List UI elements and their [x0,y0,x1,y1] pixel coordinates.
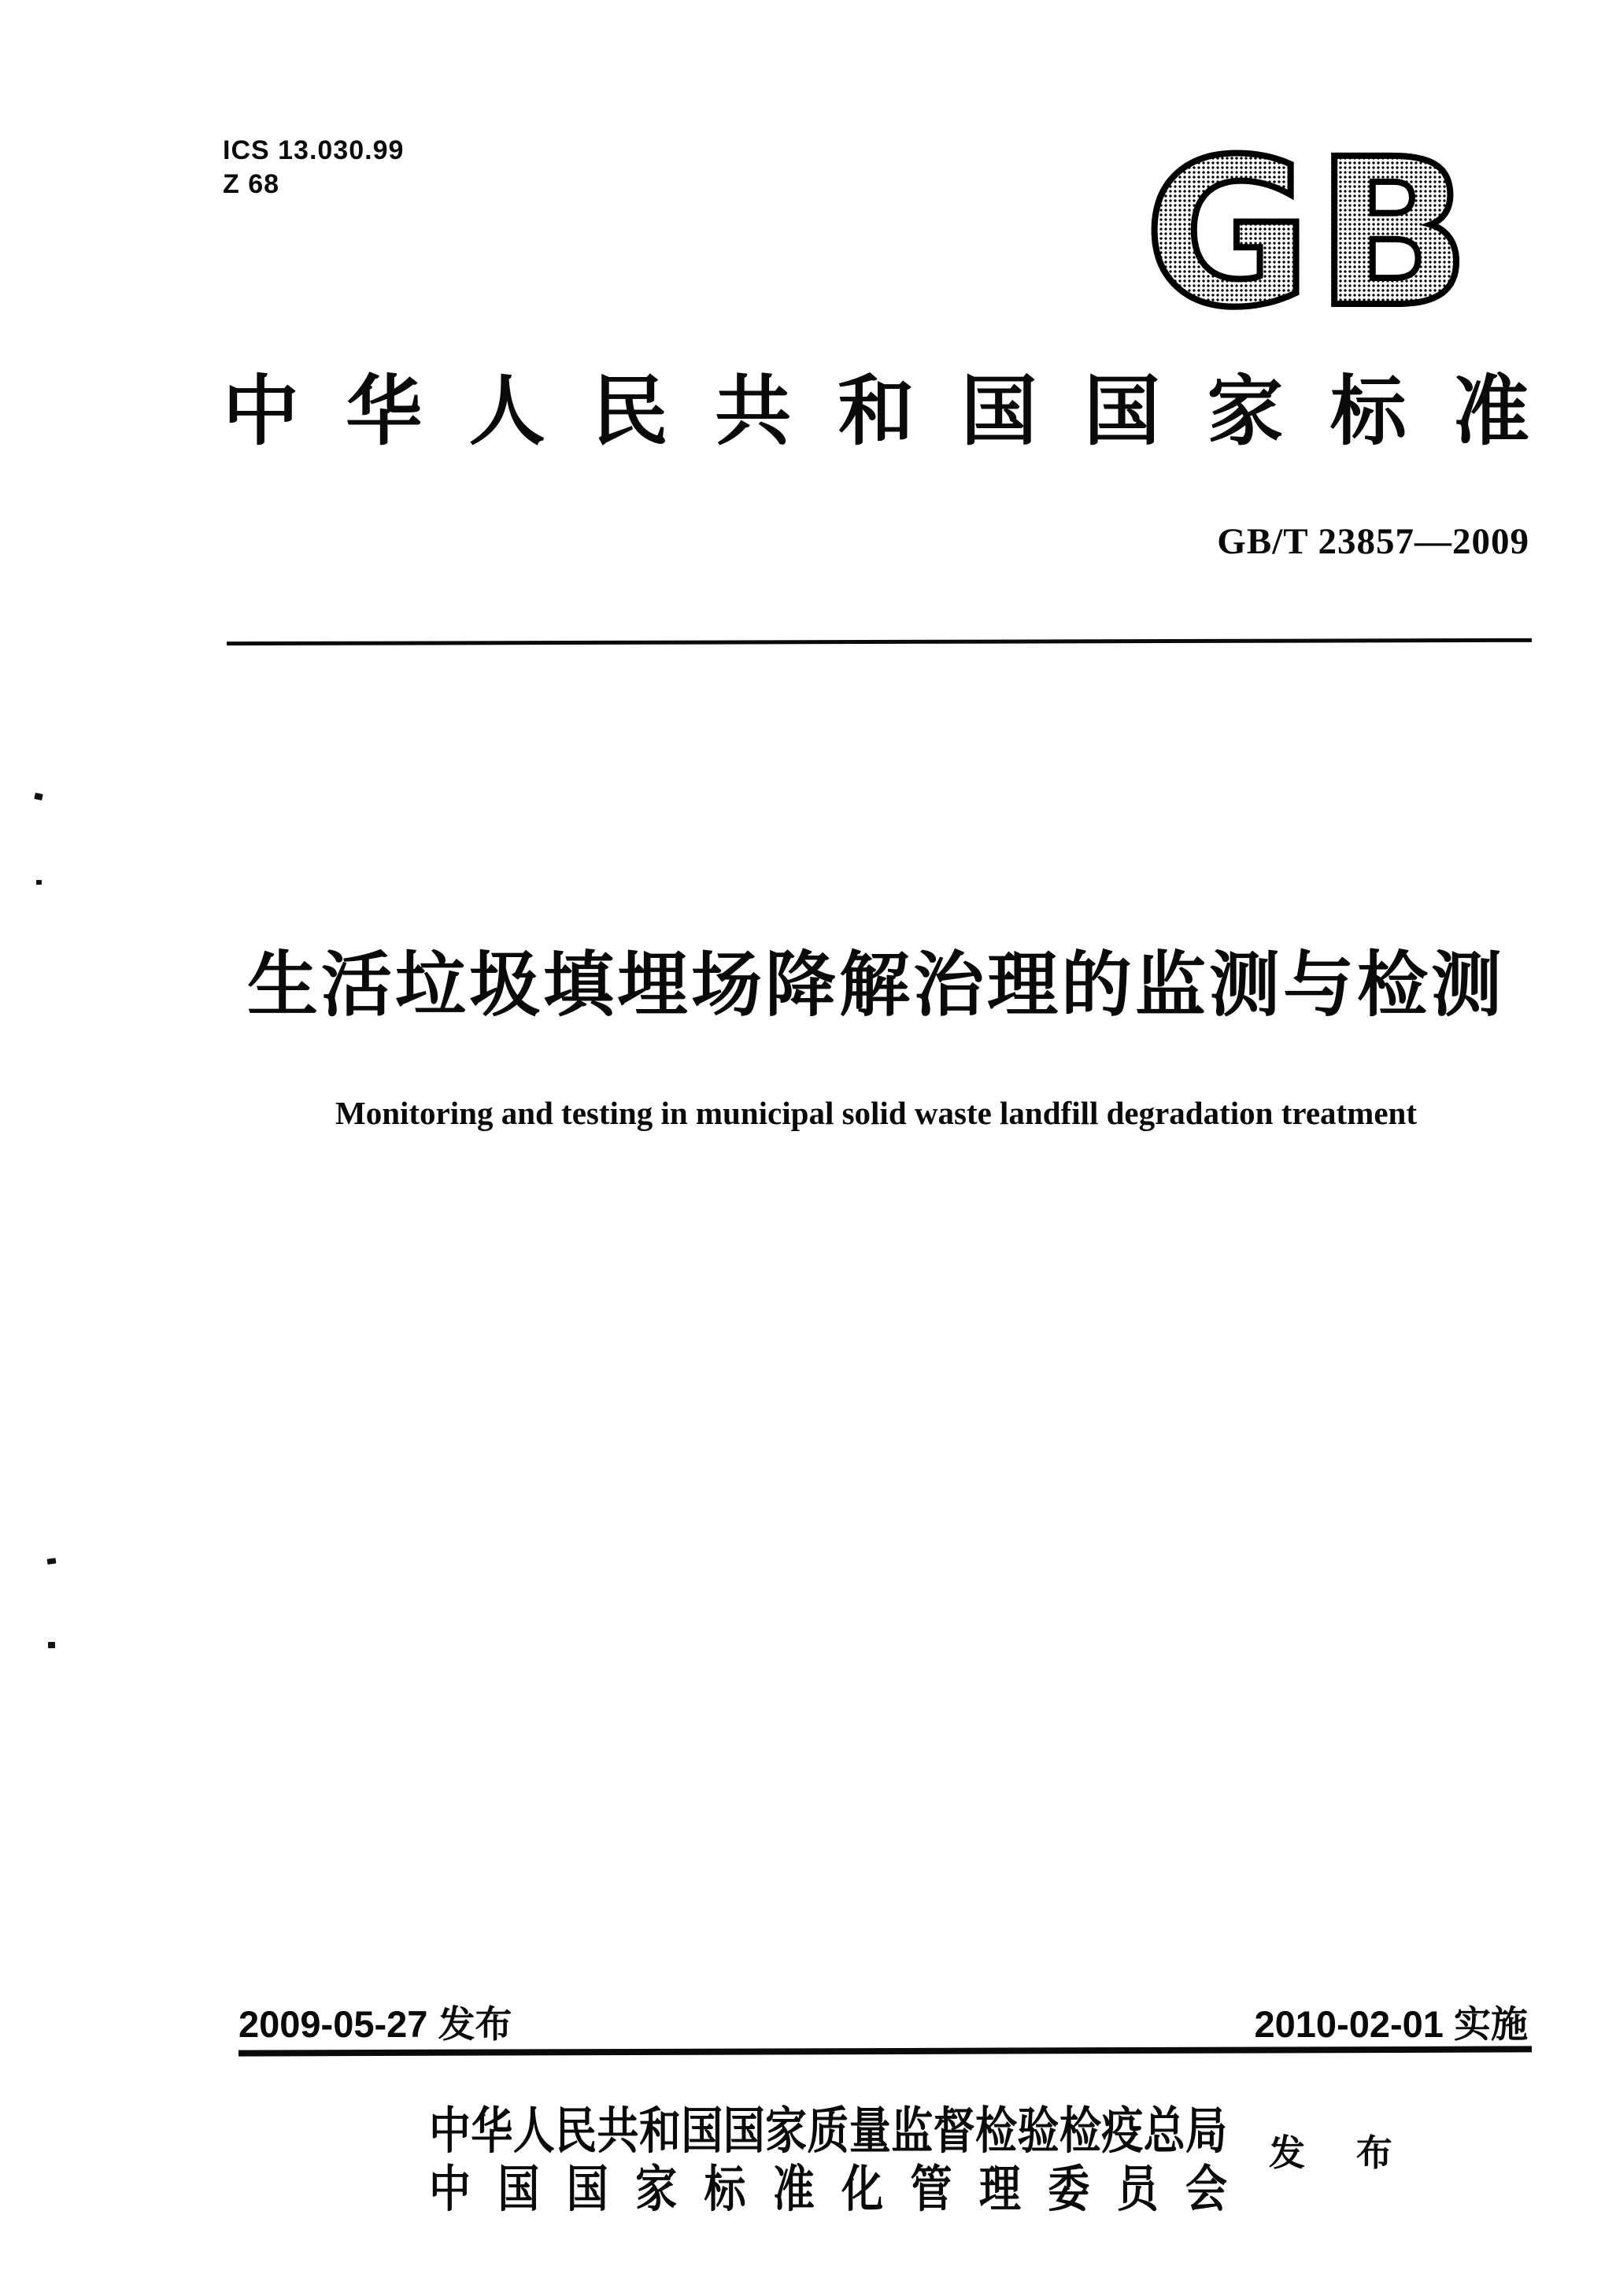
national-standard-heading: 中华人民共和国国家标准 [223,370,1529,454]
header-divider-rule [227,638,1532,645]
issuer-primary: 中华人民共和国国家质量监督检验检疫总局 [429,2103,1227,2160]
gb-logo [1138,116,1481,352]
ics-code: ICS 13.030.99 [223,135,405,165]
implementation-date: 2010-02-01 实施 [1254,2003,1528,2045]
document-title-english: Monitoring and testing in municipal solid waste landfill degradation treatment [335,1095,1417,1131]
scan-speck [47,1558,57,1564]
date-row [223,2002,1529,2050]
standard-number: GB/T 23857—2009 [1217,521,1529,562]
ics-classification-block [223,134,404,202]
release-label: 发 布 [1269,2132,1413,2173]
scan-speck [36,880,42,885]
doc-class-code: Z 68 [223,169,280,199]
document-title-chinese: 生活垃圾填埋场降解治理的监测与检测 [247,946,1505,1025]
issuer-secondary: 中国国家标准化管理委员会 [429,2161,1227,2218]
gb-logo-text: GB [1144,116,1476,352]
scan-speck [48,1642,55,1648]
issue-date: 2009-05-27 发布 [239,2003,512,2045]
scan-speck [34,793,43,800]
